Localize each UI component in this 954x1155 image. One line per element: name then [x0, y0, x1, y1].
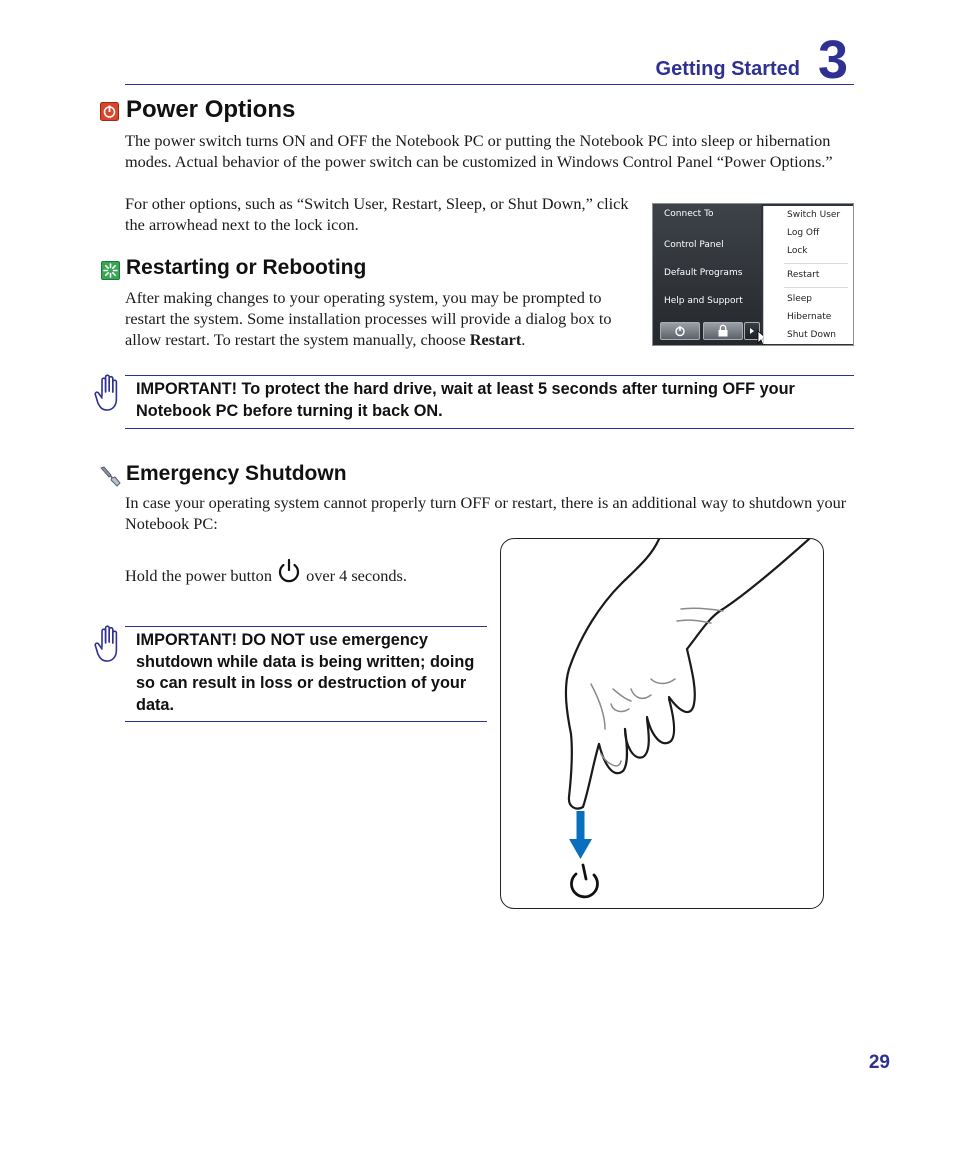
power-options-paragraph-1: The power switch turns ON and OFF the Notebook PC or putting the Notebook PC into sleep or hibernation modes. Actual behavior of the power switch can be customized in Windows Control Panel “Power Options.”	[125, 131, 833, 171]
lock-icon	[704, 323, 742, 339]
section-title: Getting Started	[655, 58, 800, 80]
restarting-text: After making changes to your operating system, you may be prompted to restart the system. Some installation processes will provide a dialog box to allow restart. To restart the system manually, choose	[125, 288, 612, 349]
menu-item-hibernate[interactable]: Hibernate	[787, 312, 832, 322]
important-text-1: IMPORTANT! To protect the hard drive, wait at least 5 seconds after turning OFF your Notebook PC before turning it back ON.	[136, 380, 795, 420]
hand-icon	[93, 374, 123, 414]
menu-item-lock[interactable]: Lock	[787, 246, 808, 256]
hand-icon	[93, 625, 123, 665]
menu-item-control-panel[interactable]: Control Panel	[664, 240, 724, 250]
menu-item-switch-user[interactable]: Switch User	[787, 210, 841, 220]
hold-text-before: Hold the power button	[125, 566, 272, 585]
restarting-heading: Restarting or Rebooting	[126, 256, 367, 279]
power-options-heading: Power Options	[126, 96, 296, 123]
hold-text-after: over 4 seconds.	[306, 566, 407, 585]
menu-item-sleep[interactable]: Sleep	[787, 294, 813, 304]
header-divider	[125, 84, 854, 85]
menu-item-shut-down[interactable]: Shut Down	[787, 330, 837, 340]
emergency-paragraph: In case your operating system cannot properly turn OFF or restart, there is an additional way to shutdown your Notebook PC:	[125, 493, 847, 533]
start-menu-right-pane	[763, 206, 853, 344]
page-number: 29	[868, 1052, 890, 1073]
menu-separator	[784, 263, 848, 264]
menu-power-button[interactable]	[660, 322, 700, 340]
power-icon	[661, 323, 699, 339]
start-menu-screenshot	[652, 203, 854, 346]
restarting-text-end: .	[521, 330, 526, 349]
important-notice-1	[125, 375, 854, 429]
start-menu-bottom-bar	[658, 322, 762, 342]
hand-press-illustration	[500, 538, 824, 909]
restarting-paragraph	[125, 287, 635, 350]
menu-item-help-and-support[interactable]: Help and Support	[664, 296, 743, 306]
important-notice-2	[125, 626, 487, 722]
menu-lock-button[interactable]	[703, 322, 743, 340]
power-button-icon	[276, 558, 302, 584]
power-icon	[100, 102, 119, 121]
menu-separator	[784, 287, 848, 288]
hold-power-instruction	[125, 558, 495, 586]
chapter-number: 3	[818, 30, 849, 90]
hand-pressing-illustration	[501, 539, 824, 909]
wrench-icon	[99, 465, 121, 487]
restart-bold-word: Restart	[469, 330, 522, 349]
menu-item-restart[interactable]: Restart	[787, 270, 820, 280]
start-menu-left-pane	[653, 204, 761, 346]
menu-item-connect-to[interactable]: Connect To	[664, 209, 714, 219]
menu-item-log-off[interactable]: Log Off	[787, 228, 820, 238]
restart-icon	[101, 261, 120, 280]
power-options-paragraph-2: For other options, such as “Switch User, Restart, Sleep, or Shut Down,” click the arrowhead next to the lock icon.	[125, 194, 629, 234]
emergency-shutdown-heading: Emergency Shutdown	[126, 462, 347, 485]
menu-item-default-programs[interactable]: Default Programs	[664, 268, 743, 278]
important-text-2: IMPORTANT! DO NOT use emergency shutdown while data is being written; doing so can result in loss or destruction of your data.	[136, 631, 475, 714]
